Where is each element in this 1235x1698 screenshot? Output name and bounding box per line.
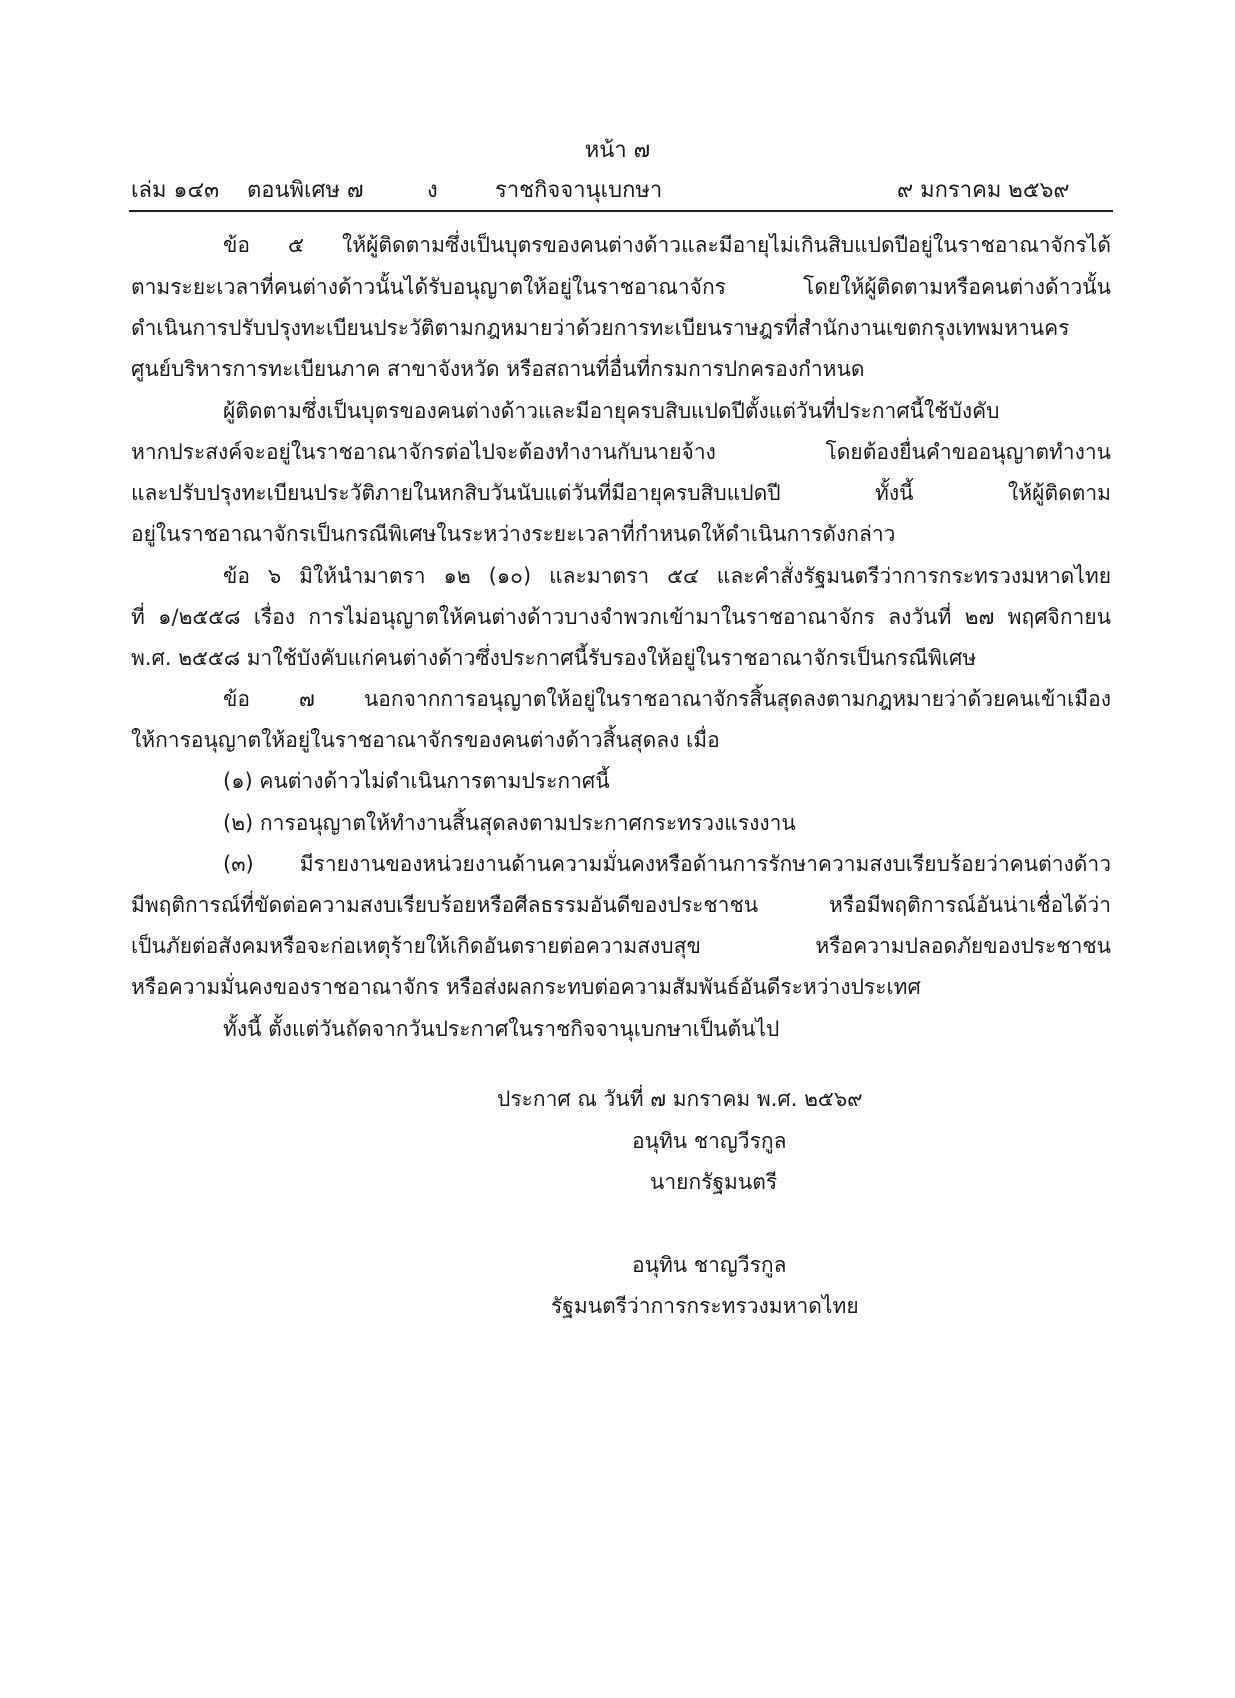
body-line: (๑) คนต่างด้าวไม่ดำเนินการตามประกาศนี้: [223, 769, 610, 793]
gazette-header: [131, 172, 1111, 204]
signer-name: อนุทิน ชาญวีรกูล: [632, 1253, 787, 1277]
body-line: ศูนย์บริหารการทะเบียนภาค สาขาจังหวัด หรือสถานที่อื่นที่กรมการปกครองกำหนด: [131, 357, 865, 381]
body-line: ตามระยะเวลาที่คนต่างด้าวนั้นได้รับอนุญาตให้อยู่ในราชอาณาจักร โดยให้ผู้ติดตามหรือคนต่างด้าวนั้น: [131, 275, 1111, 299]
issue-date: ๙ มกราคม ๒๕๖๙: [897, 178, 1070, 203]
body-line: ผู้ติดตามซึ่งเป็นบุตรของคนต่างด้าวและมีอายุครบสิบแปดปีตั้งแต่วันที่ประกาศนี้ใช้บังคับ: [223, 399, 1000, 423]
body-line: อยู่ในราชอาณาจักรเป็นกรณีพิเศษในระหว่างระยะเวลาที่กำหนดให้ดำเนินการดังกล่าว: [131, 522, 896, 546]
body-line: ข้อ ๗ นอกจากการอนุญาตให้อยู่ในราชอาณาจักรสิ้นสุดลงตามกฎหมายว่าด้วยคนเข้าเมือง: [223, 687, 1111, 711]
body-line: ข้อ ๖ มิให้นำมาตรา ๑๒ (๑๐) และมาตรา ๕๔ และคำสั่งรัฐมนตรีว่าการกระทรวงมหาดไทย: [223, 564, 1111, 588]
announcement-date: ประกาศ ณ วันที่ ๗ มกราคม พ.ศ. ๒๕๖๙: [497, 1087, 863, 1111]
body-line: (๓) มีรายงานของหน่วยงานด้านความมั่นคงหรือด้านการรักษาความสงบเรียบร้อยว่าคนต่างด้าว: [223, 852, 1111, 876]
gazette-name: ราชกิจจานุเบกษา: [495, 178, 663, 203]
body-line: พ.ศ. ๒๕๕๘ มาใช้บังคับแก่คนต่างด้าวซึ่งประกาศนี้รับรองให้อยู่ในราชอาณาจักรเป็นกรณีพิเศษ: [131, 646, 977, 670]
body-line: ข้อ ๕ ให้ผู้ติดตามซึ่งเป็นบุตรของคนต่างด้าวและมีอายุไม่เกินสิบแปดปีอยู่ในราชอาณาจักรได้: [223, 233, 1111, 257]
body-line: หรือความมั่นคงของราชอาณาจักร หรือส่งผลกระทบต่อความสัมพันธ์อันดีระหว่างประเทศ: [131, 975, 921, 999]
body-line: ที่ ๑/๒๕๕๘ เรื่อง การไม่อนุญาตให้คนต่างด้าวบางจำพวกเข้ามาในราชอาณาจักร ลงวันที่ ๒๗ พฤศจิกายน: [131, 605, 1111, 629]
body-line: เป็นภัยต่อสังคมหรือจะก่อเหตุร้ายให้เกิดอันตรายต่อความสงบสุข หรือความปลอดภัยของประชาชน: [131, 934, 1111, 958]
header-divider: [129, 210, 1113, 212]
body-line: ทั้งนี้ ตั้งแต่วันถัดจากวันประกาศในราชกิจจานุเบกษาเป็นต้นไป: [223, 1017, 780, 1041]
body-line: ดำเนินการปรับปรุงทะเบียนประวัติตามกฎหมายว่าด้วยการทะเบียนราษฎรที่สำนักงานเขตกรุงเทพมหานคร: [131, 316, 1070, 340]
body-line: หากประสงค์จะอยู่ในราชอาณาจักรต่อไปจะต้องทำงานกับนายจ้าง โดยต้องยื่นคำขออนุญาตทำงาน: [131, 440, 1111, 464]
issue: ตอนพิเศษ ๗: [247, 178, 364, 203]
page-number: หน้า ๗: [584, 138, 651, 163]
body-line: มีพฤติการณ์ที่ขัดต่อความสงบเรียบร้อยหรือศีลธรรมอันดีของประชาชน หรือมีพฤติการณ์อันน่าเชื่อได้ว่า: [131, 893, 1111, 917]
volume: เล่ม ๑๔๓: [131, 178, 220, 203]
signer-name: อนุทิน ชาญวีรกูล: [632, 1129, 787, 1153]
body-line: และปรับปรุงทะเบียนประวัติภายในหกสิบวันนับแต่วันที่มีอายุครบสิบแปดปี ทั้งนี้ ให้ผู้ติดตาม: [131, 481, 1111, 505]
body-line: ให้การอนุญาตให้อยู่ในราชอาณาจักรของคนต่างด้าวสิ้นสุดลง เมื่อ: [131, 728, 720, 752]
signer-title: รัฐมนตรีว่าการกระทรวงมหาดไทย: [551, 1294, 859, 1318]
body-line: (๒) การอนุญาตให้ทำงานสิ้นสุดลงตามประกาศกระทรวงแรงงาน: [223, 811, 796, 835]
section: ง: [427, 178, 438, 203]
signer-title: นายกรัฐมนตรี: [650, 1170, 778, 1194]
